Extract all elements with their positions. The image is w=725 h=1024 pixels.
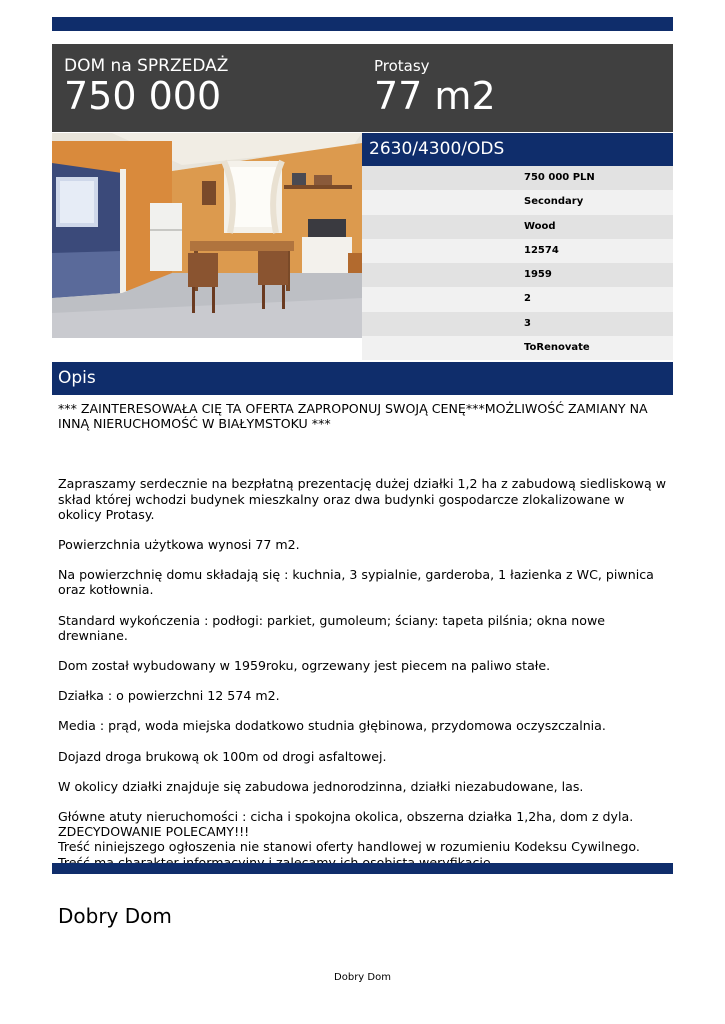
description-paragraph: Zapraszamy serdecznie na bezpłatną prezentację dużej działki 1,2 ha z zabudową siedliskową w skład której wchodzi budynek mieszkalny oraz dwa budynki gospodarcze zlokalizowane w okolicy Protasy. xyxy=(58,476,667,522)
specs-table xyxy=(362,166,673,360)
property-photo xyxy=(52,133,362,338)
footer-text: Dobry Dom xyxy=(334,972,391,983)
description-paragraph: Standard wykończenia : podłogi: parkiet, gumoleum; ściany: tapeta pilśnia; okna nowe drewniane. xyxy=(58,612,606,643)
spec-material: Wood xyxy=(362,215,673,239)
top-accent-bar xyxy=(52,17,673,31)
spec-rooms: 3 xyxy=(362,312,673,336)
spec-floors: 2 xyxy=(362,287,673,311)
spec-price: 750 000 PLN xyxy=(362,166,673,190)
listing-header xyxy=(52,44,673,132)
description-heading: Opis xyxy=(52,362,673,395)
description-paragraph: ZDECYDOWANIE POLECAMY!!! xyxy=(58,824,250,840)
description-paragraph: Działka : o powierzchni 12 574 m2. xyxy=(58,688,280,704)
price-value: 750 000 xyxy=(64,74,222,118)
description-paragraph: Dom został wybudowany w 1959roku, ogrzewany jest piecem na paliwo stałe. xyxy=(58,658,551,674)
bottom-accent-bar xyxy=(52,863,673,874)
description-body xyxy=(58,401,670,870)
property-type: DOM na SPRZEDAŻ xyxy=(64,56,229,76)
spec-year-built: 1959 xyxy=(362,263,673,287)
location: Protasy xyxy=(374,57,430,75)
spec-market: Secondary xyxy=(362,190,673,214)
spec-plot-area: 12574 xyxy=(362,239,673,263)
description-paragraph: W okolicy działki znajduje się zabudowa jednorodzinna, działki niezabudowane, las. xyxy=(58,778,584,794)
header-left xyxy=(64,44,228,116)
description-paragraph: Główne atuty nieruchomości : cicha i spokojna okolica, obszerna działka 1,2ha, dom z dyla. xyxy=(58,809,634,825)
area-value: 77 m2 xyxy=(374,74,496,118)
disclaimer: Treść niniejszego ogłoszenia nie stanowi oferty handlowej w rozumieniu Kodeksu Cywilnego. xyxy=(58,839,640,855)
description-paragraph: *** ZAINTERESOWAŁA CIĘ TA OFERTA ZAPROPONUJ SWOJĄ CENĘ***MOŻLIWOŚĆ ZAMIANY NA INNĄ NIERUCHOMOŚĆ W BIAŁYMSTOKU *** xyxy=(58,401,648,432)
description-paragraph: Na powierzchnię domu składają się : kuchnia, 3 sypialnie, garderoba, 1 łazienka z WC, piwnica oraz kotłownia. xyxy=(58,567,654,598)
reference-number: 2630/4300/ODS xyxy=(362,133,673,166)
agency-name: Dobry Dom xyxy=(58,904,172,928)
description-paragraph: Dojazd droga brukową ok 100m od drogi asfaltowej. xyxy=(58,748,387,764)
header-right xyxy=(374,44,496,116)
description-paragraph: Powierzchnia użytkowa wynosi 77 m2. xyxy=(58,537,300,553)
description-paragraph: Media : prąd, woda miejska dodatkowo studnia głębinowa, przydomowa oczyszczalnia. xyxy=(58,718,606,734)
spec-condition: ToRenovate xyxy=(362,336,673,360)
